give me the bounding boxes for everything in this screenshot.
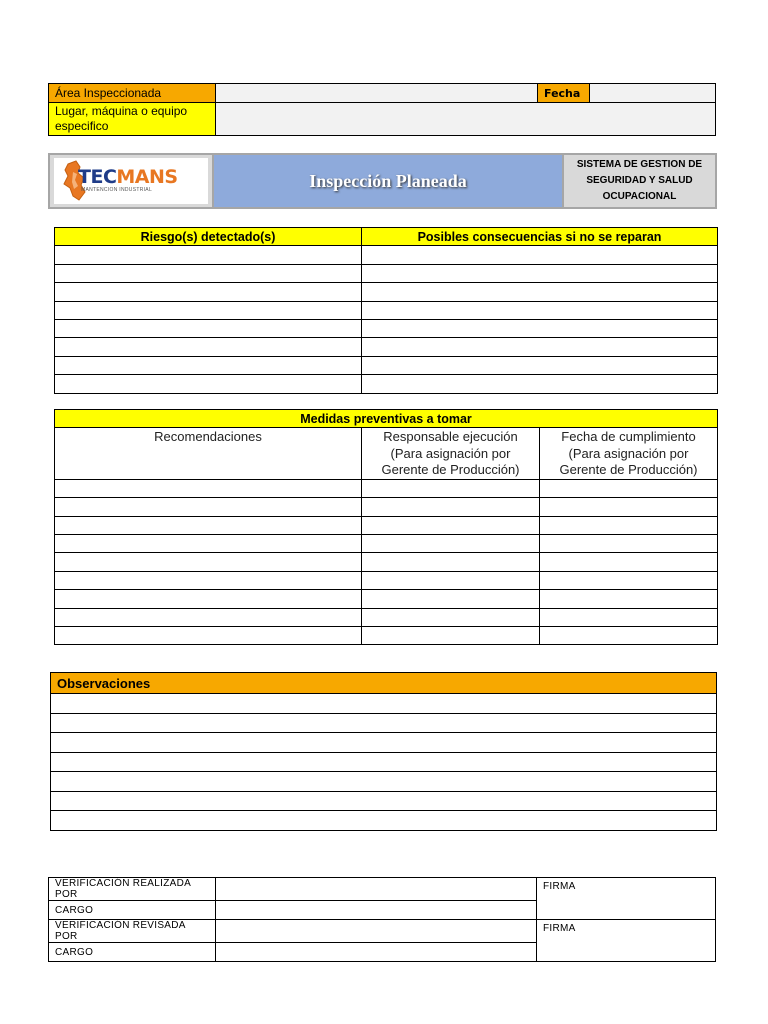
reviewed-by-label: VERIFICACIÓN REVISADA POR [49,920,216,943]
table-row [51,811,717,831]
consequence-cell[interactable] [362,375,718,393]
due-date-cell[interactable] [540,553,718,571]
cargo-2-field[interactable] [216,943,537,962]
verified-by-label: VERIFICACIÓN REALIZADA POR [49,878,216,901]
recommendation-cell[interactable] [55,590,362,608]
consequence-cell[interactable] [362,264,718,282]
recommendation-cell[interactable] [55,516,362,534]
risk-cell[interactable] [55,319,362,337]
recommendation-cell[interactable] [55,498,362,516]
table-row [55,571,718,589]
risks-table [54,227,718,394]
table-row [55,479,718,497]
due-date-cell[interactable] [540,571,718,589]
area-label: Área Inspeccionada [49,84,216,103]
header-banner [48,153,717,209]
due-date-cell[interactable] [540,608,718,626]
responsible-cell[interactable] [362,498,540,516]
consequence-cell[interactable] [362,246,718,264]
due-date-cell[interactable] [540,590,718,608]
table-row [55,498,718,516]
table-row [55,627,718,645]
responsible-header: Responsable ejecución (Para asignación por Gerente de Producción) [362,428,540,480]
recommendation-cell[interactable] [55,553,362,571]
table-row [55,516,718,534]
responsible-cell[interactable] [362,479,540,497]
observation-line[interactable] [51,811,717,831]
lugar-field[interactable] [216,103,716,136]
table-row [55,590,718,608]
logo-wordmark: TECMANS [78,166,178,188]
system-title: SISTEMA DE GESTION DE SEGURIDAD Y SALUD OCUPACIONAL [564,155,715,207]
risks-header: Riesgo(s) detectado(s) [55,228,362,246]
document-title: Inspección Planeada [309,170,467,191]
table-row [51,791,717,811]
consequences-header: Posibles consecuencias si no se reparan [362,228,718,246]
logo-box [50,155,212,207]
responsible-cell[interactable] [362,590,540,608]
fecha-field[interactable] [590,84,716,103]
fecha-label: Fecha [538,84,590,103]
table-row [55,608,718,626]
recommendation-cell[interactable] [55,627,362,645]
table-row [55,375,718,393]
due-date-cell[interactable] [540,498,718,516]
consequence-cell[interactable] [362,319,718,337]
responsible-cell[interactable] [362,571,540,589]
due-date-header: Fecha de cumplimiento (Para asignación por Gerente de Producción) [540,428,718,480]
measures-table [54,409,718,645]
observations-header: Observaciones [51,673,717,694]
risk-cell[interactable] [55,356,362,374]
recommendation-cell[interactable] [55,608,362,626]
risk-cell[interactable] [55,301,362,319]
consequence-cell[interactable] [362,283,718,301]
observation-line[interactable] [51,752,717,772]
risk-cell[interactable] [55,375,362,393]
risk-cell[interactable] [55,246,362,264]
risk-cell[interactable] [55,283,362,301]
due-date-cell[interactable] [540,479,718,497]
table-row [55,319,718,337]
table-row [55,283,718,301]
table-row [55,553,718,571]
observations-table [50,672,717,831]
table-row [55,356,718,374]
observation-line[interactable] [51,791,717,811]
consequence-cell[interactable] [362,356,718,374]
recommendation-cell[interactable] [55,535,362,553]
table-row [51,713,717,733]
reviewed-by-field[interactable] [216,920,537,943]
table-row [55,246,718,264]
title-box [212,155,564,207]
risk-cell[interactable] [55,264,362,282]
due-date-cell[interactable] [540,535,718,553]
inspection-info-table [48,83,716,136]
verified-by-field[interactable] [216,878,537,901]
responsible-cell[interactable] [362,516,540,534]
cargo-2-label: CARGO [49,943,216,962]
responsible-cell[interactable] [362,608,540,626]
responsible-cell[interactable] [362,535,540,553]
recommendations-header: Recomendaciones [55,428,362,480]
responsible-cell[interactable] [362,553,540,571]
due-date-cell[interactable] [540,627,718,645]
area-field[interactable] [216,84,538,103]
due-date-cell[interactable] [540,516,718,534]
table-row [51,733,717,753]
consequence-cell[interactable] [362,338,718,356]
signature-2-label: FIRMA [537,920,716,962]
observation-line[interactable] [51,694,717,714]
cargo-1-label: CARGO [49,901,216,920]
lugar-label: Lugar, máquina o equipo especifico [49,103,216,136]
consequence-cell[interactable] [362,301,718,319]
tecmans-logo [54,158,208,204]
observation-line[interactable] [51,772,717,792]
observation-line[interactable] [51,733,717,753]
table-row [55,535,718,553]
measures-header: Medidas preventivas a tomar [55,410,718,428]
observation-line[interactable] [51,713,717,733]
verification-table [48,877,716,962]
risk-cell[interactable] [55,338,362,356]
table-row [55,338,718,356]
table-row [55,264,718,282]
table-row [51,752,717,772]
table-row [51,772,717,792]
responsible-cell[interactable] [362,627,540,645]
table-row [55,301,718,319]
logo-tagline: MANTENCION INDUSTRIAL [81,187,153,193]
table-row [51,694,717,714]
cargo-1-field[interactable] [216,901,537,920]
recommendation-cell[interactable] [55,479,362,497]
recommendation-cell[interactable] [55,571,362,589]
signature-1-label: FIRMA [537,878,716,920]
